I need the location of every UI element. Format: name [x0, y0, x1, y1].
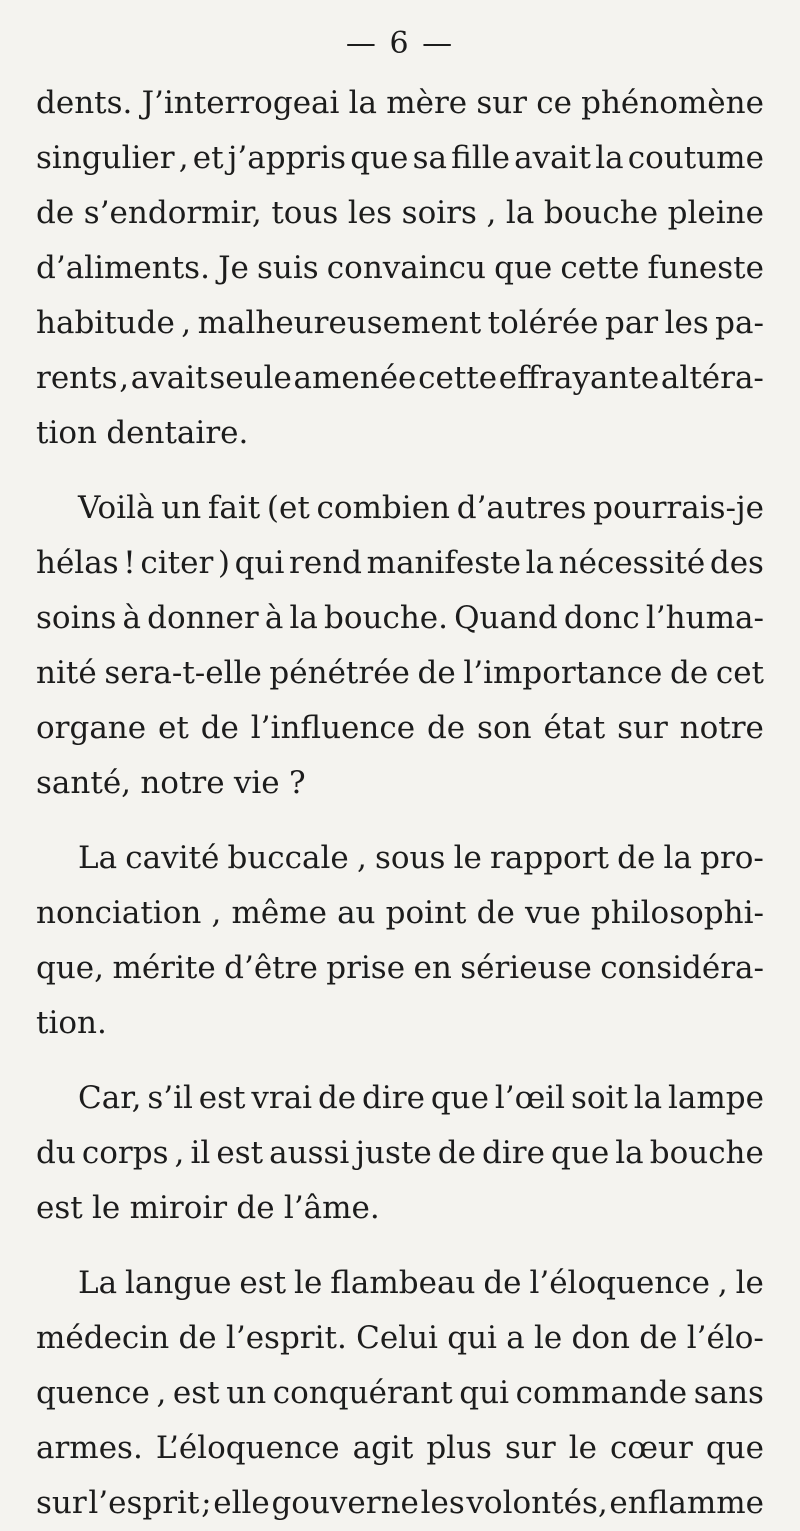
- paragraph: [36, 1256, 764, 1531]
- word: dire: [362, 1080, 425, 1116]
- text-line: [36, 1311, 764, 1366]
- word: est: [198, 1080, 246, 1116]
- paragraph: [36, 481, 764, 811]
- word: état: [543, 710, 606, 746]
- word: cette: [418, 360, 498, 396]
- word: qui: [459, 1375, 509, 1411]
- word: pénétrée: [269, 655, 410, 691]
- word: La: [78, 840, 118, 876]
- word: rents: [36, 360, 118, 396]
- text-line: [36, 591, 764, 646]
- word: le: [735, 1265, 764, 1301]
- word: mère: [386, 85, 468, 121]
- word: avait: [514, 140, 592, 176]
- word: plus: [426, 1430, 492, 1466]
- word: est: [36, 1190, 83, 1226]
- word: de: [617, 840, 656, 876]
- text-line: [36, 886, 764, 941]
- word: par: [604, 305, 659, 341]
- word: !: [123, 545, 136, 581]
- word: l’œil: [494, 1080, 566, 1116]
- text-line: [36, 646, 764, 701]
- word: que: [551, 1135, 610, 1171]
- word: la: [289, 600, 318, 636]
- word: suis: [256, 250, 319, 286]
- word: habitude: [36, 305, 175, 341]
- word: juste: [355, 1135, 432, 1171]
- word: santé,: [36, 765, 132, 801]
- word: ): [217, 545, 231, 581]
- word: de: [437, 1135, 476, 1171]
- word: soirs: [401, 195, 477, 231]
- word: sans: [693, 1375, 764, 1411]
- word: Celui: [356, 1320, 438, 1356]
- word: dentaire.: [106, 415, 249, 451]
- word: gouverne: [271, 1485, 419, 1521]
- word: d’être: [224, 950, 318, 986]
- word: que: [494, 250, 553, 286]
- word: et: [192, 140, 224, 176]
- word: cœur: [609, 1430, 693, 1466]
- word: aussi: [269, 1135, 350, 1171]
- word: que: [350, 140, 409, 176]
- word: pro-: [700, 840, 764, 876]
- paragraph: [36, 76, 764, 461]
- word: vie: [233, 765, 280, 801]
- word: miroir: [129, 1190, 228, 1226]
- word: le: [453, 840, 482, 876]
- word: soins: [36, 600, 117, 636]
- word: soit: [570, 1080, 628, 1116]
- word: manifeste: [366, 545, 521, 581]
- word: les: [664, 305, 709, 341]
- word: la: [505, 195, 535, 231]
- word: de: [200, 710, 239, 746]
- word: nonciation: [36, 895, 202, 931]
- word: sa: [412, 140, 447, 176]
- text-line: [36, 481, 764, 536]
- page-number: — 6 —: [345, 26, 455, 61]
- word: l’influence: [250, 710, 416, 746]
- text-line: [36, 1126, 764, 1181]
- word: de: [36, 195, 75, 231]
- word: vue: [524, 895, 581, 931]
- word: ,: [356, 840, 367, 876]
- text-line: [36, 996, 764, 1051]
- word: ,: [717, 1265, 728, 1301]
- text-line: [36, 756, 764, 811]
- word: agit: [352, 1430, 414, 1466]
- text-line: [36, 186, 764, 241]
- word: don: [571, 1320, 630, 1356]
- text-line: [36, 406, 764, 461]
- word: citer: [140, 545, 214, 581]
- word: il: [190, 1135, 211, 1171]
- word: avait: [130, 360, 208, 396]
- word: sur: [617, 710, 668, 746]
- word: le: [568, 1430, 597, 1466]
- word: de: [476, 895, 515, 931]
- word: ,: [181, 305, 192, 341]
- word: amenée: [293, 360, 417, 396]
- text-line: [36, 296, 764, 351]
- text-line: [36, 536, 764, 591]
- word: un: [226, 1375, 267, 1411]
- word: les: [347, 195, 393, 231]
- word: la: [348, 85, 378, 121]
- word: d’aliments.: [36, 250, 210, 286]
- word: point: [385, 895, 467, 931]
- word: convaincu: [326, 250, 486, 286]
- text-line: [36, 351, 764, 406]
- word: l’esprit: [88, 1485, 200, 1521]
- word: (et: [266, 490, 310, 526]
- word: la: [615, 1135, 644, 1171]
- word: l’huma-: [645, 600, 764, 636]
- word: médecin: [36, 1320, 170, 1356]
- word: un: [161, 490, 202, 526]
- text-line: [36, 1421, 764, 1476]
- word: rapport: [490, 840, 609, 876]
- word: ,: [174, 1135, 185, 1171]
- word: effrayante: [498, 360, 660, 396]
- word: de: [317, 1080, 357, 1116]
- text-line: [36, 1476, 764, 1531]
- word: corps: [81, 1135, 169, 1171]
- word: sera-t-elle: [104, 655, 262, 691]
- body-text: [36, 76, 764, 1531]
- word: sur: [36, 1485, 87, 1521]
- word: La: [78, 1265, 118, 1301]
- word: ,: [211, 895, 222, 931]
- word: coutume: [627, 140, 764, 176]
- word: qui: [447, 1320, 497, 1356]
- word: seule: [209, 360, 292, 396]
- word: elle: [213, 1485, 270, 1521]
- word: ce: [536, 85, 572, 121]
- word: d’autres: [456, 490, 587, 526]
- word: considéra-: [600, 950, 764, 986]
- paragraph: [36, 831, 764, 1051]
- word: le: [294, 1265, 323, 1301]
- word: Car,: [78, 1080, 142, 1116]
- word: hélas: [36, 545, 119, 581]
- word: notre: [140, 765, 225, 801]
- text-line: [36, 1256, 764, 1311]
- word: altéra-: [660, 360, 764, 396]
- word: l’éloquence: [529, 1265, 710, 1301]
- word: cavité: [125, 840, 220, 876]
- word: qui: [234, 545, 285, 581]
- word: sérieuse: [460, 950, 592, 986]
- word: pourrais-je: [593, 490, 764, 526]
- word: dire: [482, 1135, 545, 1171]
- word: Quand: [454, 600, 558, 636]
- word: le: [92, 1190, 121, 1226]
- text-line: [36, 1366, 764, 1421]
- word: de: [178, 1320, 217, 1356]
- paragraph-gap: [36, 811, 764, 831]
- word: sous: [374, 840, 446, 876]
- word: pleine: [667, 195, 764, 231]
- word: tolérée: [487, 305, 599, 341]
- paragraph: [36, 1071, 764, 1236]
- word: tion.: [36, 1005, 107, 1041]
- word: son: [477, 710, 532, 746]
- word: de: [417, 655, 456, 691]
- word: des: [709, 545, 764, 581]
- word: L’éloquence: [155, 1430, 340, 1466]
- word: malheureusement: [197, 305, 482, 341]
- word: mérite: [112, 950, 216, 986]
- word: bouche: [543, 195, 659, 231]
- word: pa-: [715, 305, 764, 341]
- word: fait: [207, 490, 261, 526]
- word: quence: [36, 1375, 150, 1411]
- word: la: [525, 545, 555, 581]
- word: de: [236, 1190, 275, 1226]
- word: a: [506, 1320, 525, 1356]
- word: armes.: [36, 1430, 143, 1466]
- word: combien: [316, 490, 451, 526]
- word: singulier: [36, 140, 175, 176]
- word: Je: [218, 250, 249, 286]
- word: l’âme.: [283, 1190, 380, 1226]
- word: l’importance: [463, 655, 663, 691]
- word: dents.: [36, 85, 133, 121]
- word: flambeau: [330, 1265, 476, 1301]
- word: que: [705, 1430, 764, 1466]
- text-line: [36, 941, 764, 996]
- word: les: [420, 1485, 465, 1521]
- word: buccale: [227, 840, 349, 876]
- word: que: [430, 1080, 489, 1116]
- word: de: [426, 710, 466, 746]
- word: que,: [36, 950, 105, 986]
- word: J’interrogeai: [141, 85, 340, 121]
- word: même: [231, 895, 327, 931]
- word: nécessité: [558, 545, 706, 581]
- word: donner: [147, 600, 259, 636]
- word: rend: [289, 545, 363, 581]
- word: et: [158, 710, 189, 746]
- text-line: [36, 701, 764, 756]
- word: bouche: [649, 1135, 764, 1171]
- word: vrai: [251, 1080, 313, 1116]
- word: du: [36, 1135, 76, 1171]
- word: l’esprit.: [225, 1320, 347, 1356]
- word: tion: [36, 415, 98, 451]
- text-line: [36, 241, 764, 296]
- word: commande: [515, 1375, 688, 1411]
- word: à: [264, 600, 284, 636]
- word: la: [633, 1080, 663, 1116]
- paragraph-gap: [36, 1236, 764, 1256]
- text-line: [36, 131, 764, 186]
- word: sur: [504, 1430, 556, 1466]
- word: est: [216, 1135, 264, 1171]
- text-line: [36, 831, 764, 886]
- word: j’appris: [227, 140, 347, 176]
- text-line: [36, 76, 764, 131]
- word: est: [239, 1265, 287, 1301]
- word: ,: [486, 195, 497, 231]
- word: ,: [178, 140, 189, 176]
- word: l’élo-: [686, 1320, 764, 1356]
- word: tous: [271, 195, 339, 231]
- word: de: [670, 655, 709, 691]
- word: Voilà: [78, 490, 155, 526]
- word: notre: [679, 710, 764, 746]
- word: s’il: [147, 1080, 193, 1116]
- word: de: [639, 1320, 678, 1356]
- word: conquérant: [272, 1375, 453, 1411]
- text-line: [36, 1071, 764, 1126]
- word: cette: [560, 250, 640, 286]
- word: ;: [201, 1485, 212, 1521]
- word: prise: [326, 950, 406, 986]
- word: langue: [124, 1265, 232, 1301]
- paragraph-gap: [36, 461, 764, 481]
- word: philosophi-: [590, 895, 764, 931]
- word: ,: [156, 1375, 167, 1411]
- word: fille: [451, 140, 510, 176]
- word: enflamme: [609, 1485, 764, 1521]
- word: de: [483, 1265, 522, 1301]
- word: nité: [36, 655, 97, 691]
- word: donc: [563, 600, 640, 636]
- word: ?: [288, 765, 306, 801]
- word: volontés,: [466, 1485, 608, 1521]
- word: la: [595, 140, 624, 176]
- word: phénomène: [581, 85, 764, 121]
- paragraph-gap: [36, 1051, 764, 1071]
- word: est: [172, 1375, 220, 1411]
- word: organe: [36, 710, 147, 746]
- text-line: [36, 1181, 764, 1236]
- word: la: [663, 840, 692, 876]
- word: le: [533, 1320, 563, 1356]
- word: cet: [715, 655, 764, 691]
- word: bouche.: [323, 600, 448, 636]
- word: s’endormir,: [83, 195, 262, 231]
- word: en: [413, 950, 452, 986]
- word: à: [122, 600, 141, 636]
- word: lampe: [668, 1080, 764, 1116]
- word: sur: [476, 85, 528, 121]
- word: funeste: [647, 250, 764, 286]
- word: au: [337, 895, 376, 931]
- word: ,: [119, 360, 130, 396]
